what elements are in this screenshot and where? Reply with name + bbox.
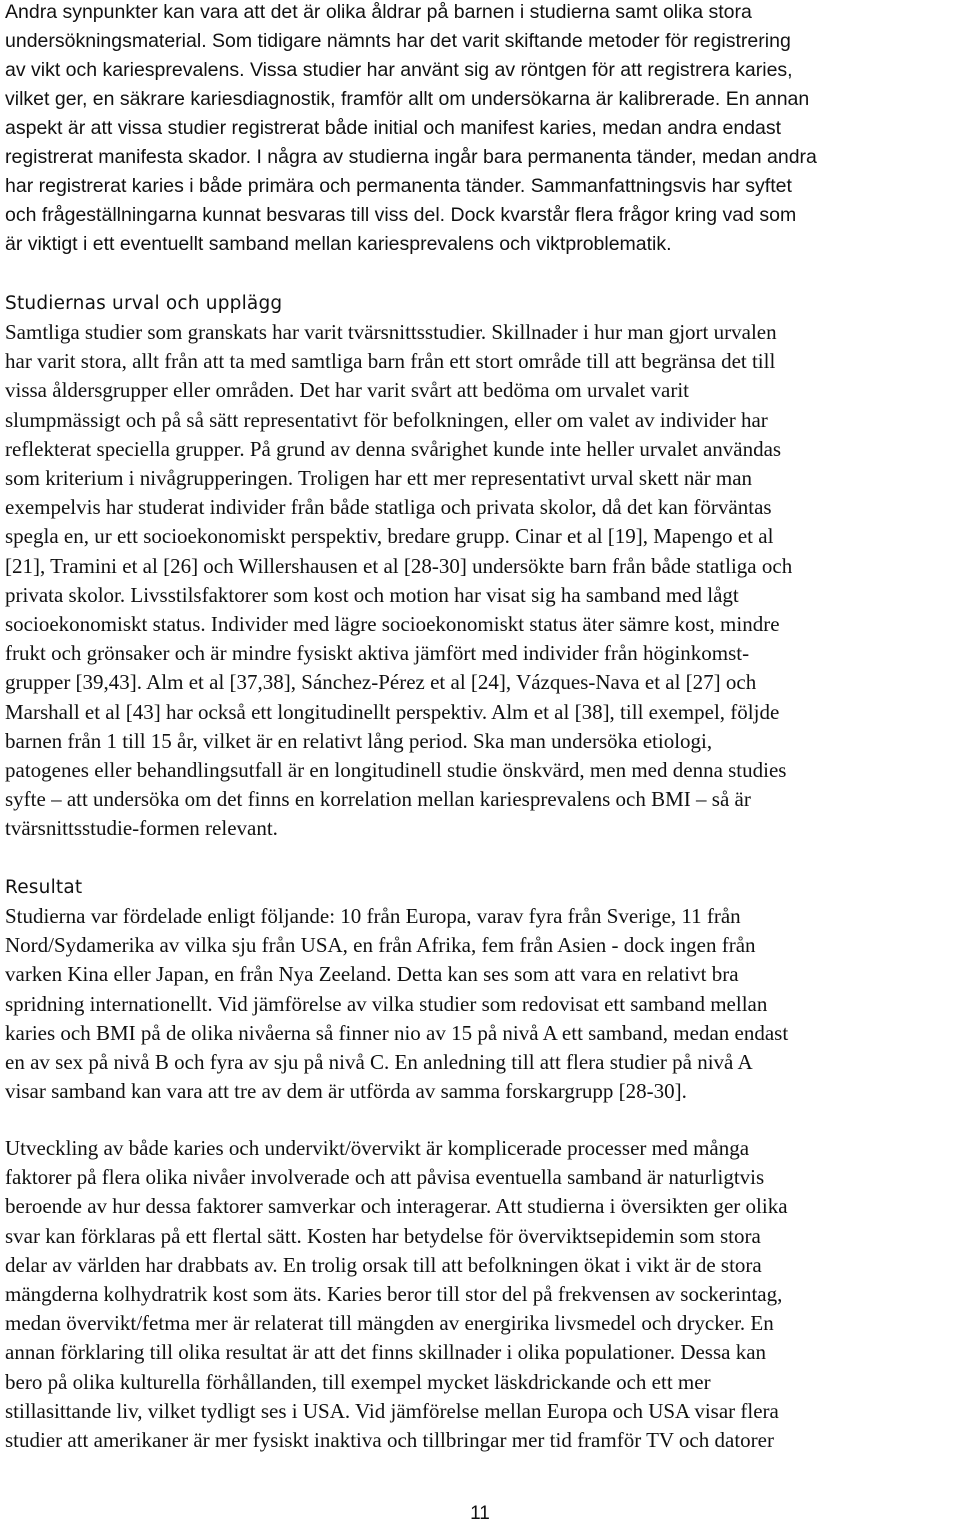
resultat-section	[5, 873, 957, 1106]
text-line: slumpmässigt och på så sätt representativt för befolkningen, eller om valet av individer har	[5, 407, 768, 432]
page-number: 11	[470, 1503, 490, 1524]
text-line: visar samband kan vara att tre av dem är utförda av samma forskargrupp [28-30].	[5, 1079, 687, 1104]
text-line: exempelvis har studerat individer från både statliga och privata skolor, då det kan förväntas	[5, 495, 772, 520]
section-heading-resultat: Resultat	[5, 877, 83, 898]
text-line: av vikt och kariesprevalens. Vissa studier har använt sig av röntgen för att registrera karies,	[5, 59, 793, 81]
text-line: Nord/Sydamerika av vilka sju från USA, en från Afrika, fem från Asien - dock ingen från	[5, 933, 756, 958]
text-line: stillasittande liv, vilket tydligt ses i USA. Vid jämförelse mellan Europa och USA visar flera	[5, 1398, 779, 1423]
text-line: svar kan förklaras på ett flertal sätt. Kosten har betydelse för överviktsepidemin som stora	[5, 1223, 761, 1248]
text-line: delar av världen har drabbats av. En trolig orsak till att befolkningen ökat i vikt är de stora	[5, 1252, 762, 1277]
text-line: bero på olika kulturella förhållanden, till exempel mycket läskdrickande och ett mer	[5, 1369, 711, 1394]
text-line: barnen från 1 till 15 år, vilket är en relativt lång period. Ska man undersöka etiologi,	[5, 728, 713, 753]
utveckling-paragraph	[5, 1134, 957, 1455]
text-line: beroende av hur dessa faktorer samverkar och interagerar. Att studierna i översikten ger olika	[5, 1194, 788, 1219]
text-line: aspekt är att vissa studier registrerat både initial och manifest karies, medan andra endast	[5, 117, 782, 139]
text-line: karies och BMI på de olika nivåerna så finner nio av 15 på nivå A ett samband, medan endast	[5, 1020, 789, 1045]
text-line: socioekonomiskt status. Individer med lägre socioekonomiskt status äter sämre kost, mindre	[5, 612, 780, 637]
text-line: syfte – att undersöka om det finns en korrelation mellan kariesprevalens och BMI – så är	[5, 787, 751, 812]
text-line: vissa åldersgrupper eller områden. Det har varit svårt att bedöma om urvalet varit	[5, 378, 689, 403]
text-line: privata skolor. Livsstilsfaktorer som kost och motion har visat sig ha samband med lågt	[5, 582, 739, 607]
text-line: tvärsnittsstudie-formen relevant.	[5, 816, 278, 841]
text-line: patogenes eller behandlingsutfall är en longitudinell studie önskvärd, men med denna studies	[5, 758, 787, 783]
text-line: Marshall et al [43] har också ett longitudinellt perspektiv. Alm et al [38], till exempel, följde	[5, 699, 780, 724]
text-line: är viktigt i ett eventuellt samband mellan kariesprevalens och viktproblematik.	[5, 233, 672, 255]
text-line: grupper [39,43]. Alm et al [37,38], Sánchez-Pérez et al [24], Vázques-Nava et al [27] och	[5, 670, 757, 695]
text-line: har varit stora, allt från att ta med samtliga barn från ett stort område till att begränsa det till	[5, 349, 776, 374]
text-line: reflekterat speciella grupper. På grund av denna svårighet kunde inte heller urvalet användas	[5, 436, 782, 461]
text-line: spegla en, ur ett socioekonomiskt perspektiv, bredare grupp. Cinar et al [19], Mapengo et al	[5, 524, 774, 549]
text-line: vilket ger, en säkrare kariesdiagnostik, framför allt om undersökarna är kalibrerade. En annan	[5, 88, 810, 110]
text-line: har registrerat karies i både primära och permanenta tänder. Sammanfattningsvis har syftet	[5, 175, 792, 197]
text-line: Utveckling av både karies och undervikt/övervikt är komplicerade processer med många	[5, 1136, 750, 1160]
text-line: frukt och grönsaker och är mindre fysiskt aktiva jämfört med individer från höginkomst-	[5, 641, 750, 666]
text-line: mängderna kolhydratrik kost som äts. Karies beror till stor del på frekvensen av sockerintag,	[5, 1282, 783, 1307]
urval-paragraph	[5, 318, 957, 844]
text-line: Andra synpunkter kan vara att det är olika åldrar på barnen i studierna samt olika stora	[5, 1, 752, 23]
text-line: medan övervikt/fetma mer är relaterat till mängden av energirika livsmedel och drycker. En	[5, 1311, 774, 1336]
urval-section	[5, 289, 957, 844]
text-line: annan förklaring till olika resultat är att det finns skillnader i olika populationer. Dessa kan	[5, 1340, 767, 1365]
text-line: varken Kina eller Japan, en från Nya Zeeland. Detta kan ses som att vara en relativt bra	[5, 962, 739, 987]
text-line: en av sex på nivå B och fyra av sju på nivå C. En anledning till att flera studier på nivå A	[5, 1050, 753, 1075]
text-line: registrerat manifesta skador. I några av studierna ingår bara permanenta tänder, medan andra	[5, 146, 817, 168]
text-line: [21], Tramini et al [26] och Willershausen et al [28-30] undersökte barn från både statliga och	[5, 553, 793, 578]
text-line: Samtliga studier som granskats har varit tvärsnittsstudier. Skillnader i hur man gjort urvalen	[5, 320, 777, 344]
intro-paragraph	[5, 0, 957, 259]
text-line: spridning internationellt. Vid jämförelse av vilka studier som redovisat ett samband mellan	[5, 991, 768, 1016]
text-line: studier att amerikaner är mer fysiskt inaktiva och tillbringar mer tid framför TV och datorer	[5, 1428, 774, 1453]
text-line: Studierna var fördelade enligt följande: 10 från Europa, varav fyra från Sverige, 11 från	[5, 904, 741, 928]
text-line: och frågeställningarna kunnat besvaras till viss del. Dock kvarstår flera frågor kring vad som	[5, 204, 797, 226]
section-heading-urval: Studiernas urval och upplägg	[5, 293, 283, 314]
resultat-paragraph	[5, 902, 957, 1106]
text-line: faktorer på flera olika nivåer involverade och att påvisa eventuella samband är naturligtvis	[5, 1165, 765, 1190]
text-line: som kriterium i nivågrupperingen. Troligen har ett mer representativt urval skett när man	[5, 466, 753, 491]
text-line: undersökningsmaterial. Som tidigare nämnts har det varit skiftande metoder för registrering	[5, 30, 791, 52]
